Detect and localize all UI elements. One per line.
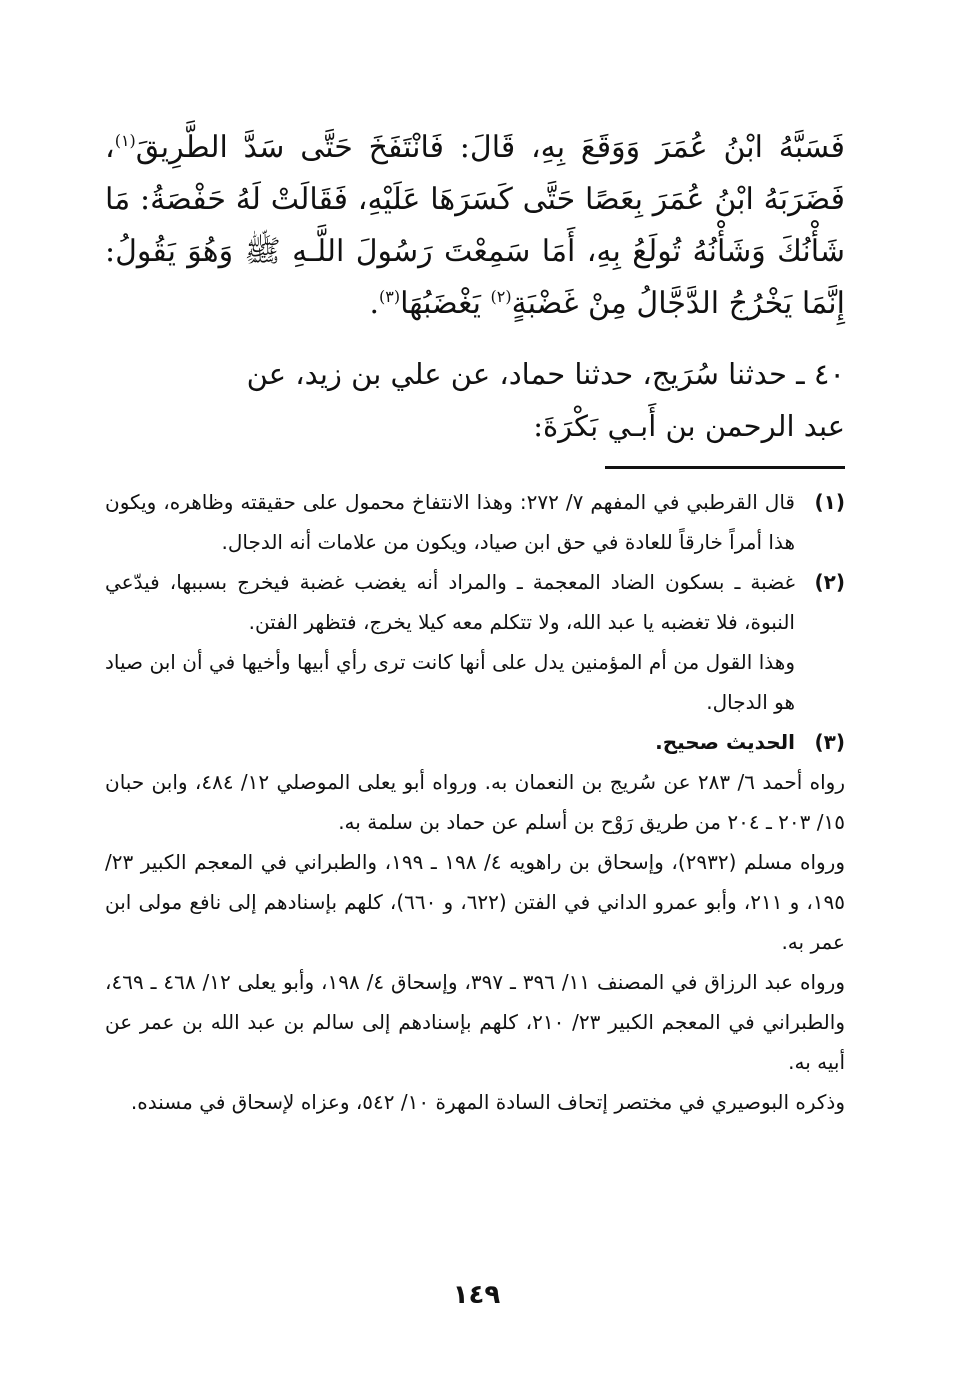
footnote-line: ورواه مسلم (٢٩٣٢)، وإسحاق بن راهويه ٤/ ١٩٨ ـ ١٩٩، والطبراني في المعجم الكبير ٢٣/ ١٩٥، و ٢١١، وأبو عمرو الداني في الفتن (٦٢٢، و ٦٦٠)، كلهم بإسنادهم إلى نافع مولى ابن عمر به. bbox=[105, 850, 846, 954]
hadith-isnad bbox=[105, 348, 845, 452]
main-text-segment-4: . bbox=[369, 286, 379, 321]
footnote-line: رواه أحمد ٦/ ٢٨٣ عن سُريج بن النعمان به. ورواه أبو يعلى الموصلي ١٢/ ٤٨٤، وابن حبان ١٥/ ٢٠٣ ـ ٢٠٤ من طريق رَوْح بن أسلم عن حماد بن سلمة به. bbox=[105, 770, 846, 834]
footnote-heading: الحديث صحيح. bbox=[655, 730, 795, 754]
footnote-line: ورواه عبد الرزاق في المصنف ١١/ ٣٩٦ ـ ٣٩٧، وإسحاق ٤/ ١٩٨، وأبو يعلى ١٢/ ٤٦٨ ـ ٤٦٩، والطبراني في المعجم الكبير ٢٣/ ٢١٠، كلهم بإسنادهم إلى سالم بن عبد الله بن عمر عن أبيه به. bbox=[105, 970, 845, 1074]
footnote-body bbox=[105, 722, 795, 762]
page-number: ١٤٩ bbox=[452, 1280, 501, 1310]
footnote-text: وهذا القول من أم المؤمنين يدل على أنها كانت ترى رأي أبيها وأخيها في أن ابن صياد هو الدجال. bbox=[105, 650, 795, 714]
footnote-3-details bbox=[105, 762, 845, 1122]
main-text-segment-1: فَسَبَّهُ ابْنُ عُمَرَ وَوَقَعَ بِهِ، قَالَ: فَانْتَفَخَ حَتَّى سَدَّ الطَّرِيقَ bbox=[135, 130, 845, 165]
footnote-marker-2: (٢) bbox=[490, 287, 512, 306]
footnote-line: وذكره البوصيري في مختصر إتحاف السادة المهرة ١٠/ ٥٤٢، وعزاه لإسحاق في مسنده. bbox=[130, 1090, 845, 1114]
footnote-body bbox=[105, 562, 795, 722]
footnote-body bbox=[105, 482, 795, 562]
hadith-isnad-line-1: ٤٠ ـ حدثنا سُرَيج، حدثنا حماد، عن علي بن زيد، عن bbox=[246, 357, 845, 391]
main-text-body bbox=[105, 122, 845, 330]
footnote-text: غضبة ـ بسكون الضاد المعجمة ـ والمراد أنه يغضب غضبة فيخرج بسببها، فيدّعي النبوة، فلا تغضبه يا عبد الله، ولا تتكلم معه كيلا يخرج، فتظهر الفتن. bbox=[105, 570, 795, 634]
footnote-marker-1: (١) bbox=[114, 131, 136, 150]
footnote-number: (٢) bbox=[814, 570, 845, 594]
footnote-number: (٣) bbox=[814, 730, 845, 754]
footnote-marker-3: (٣) bbox=[379, 287, 401, 306]
footnote-number: (١) bbox=[814, 490, 845, 514]
footnote-1 bbox=[105, 482, 845, 562]
hadith-isnad-line-2: عبد الرحمن بن أَبـي بَكْرَةَ: bbox=[533, 409, 845, 443]
main-text-paragraph bbox=[105, 122, 845, 330]
footnote-divider bbox=[605, 466, 845, 469]
footnote-2 bbox=[105, 562, 845, 722]
main-text-segment-3: يَغْضَبُهَا bbox=[400, 286, 491, 321]
footnotes-section bbox=[105, 482, 845, 1122]
main-text-segment-2: ، فَضَرَبَهُ ابْنُ عُمَرَ بِعَصًا حَتَّى كَسَرَهَا عَلَيْهِ، فَقَالَتْ لَهُ حَفْصَةُ: مَا شَأْنُكَ وَشَأْنُهُ تُولَعُ بِهِ، أَمَا سَمِعْتَ رَسُولَ اللَّـهِ ﷺ وَهُوَ يَقُولُ: إِنَّمَا يَخْرُجُ الدَّجَّالُ مِنْ غَضْبَةٍ bbox=[105, 130, 845, 321]
footnote-3 bbox=[105, 722, 845, 762]
footnote-text: قال القرطبي في المفهم ٧/ ٢٧٢: وهذا الانتفاخ محمول على حقيقته وظاهره، ويكون هذا أمراً خارقاً للعادة في حق ابن صياد، ويكون من علامات أنه الدجال. bbox=[105, 490, 795, 554]
